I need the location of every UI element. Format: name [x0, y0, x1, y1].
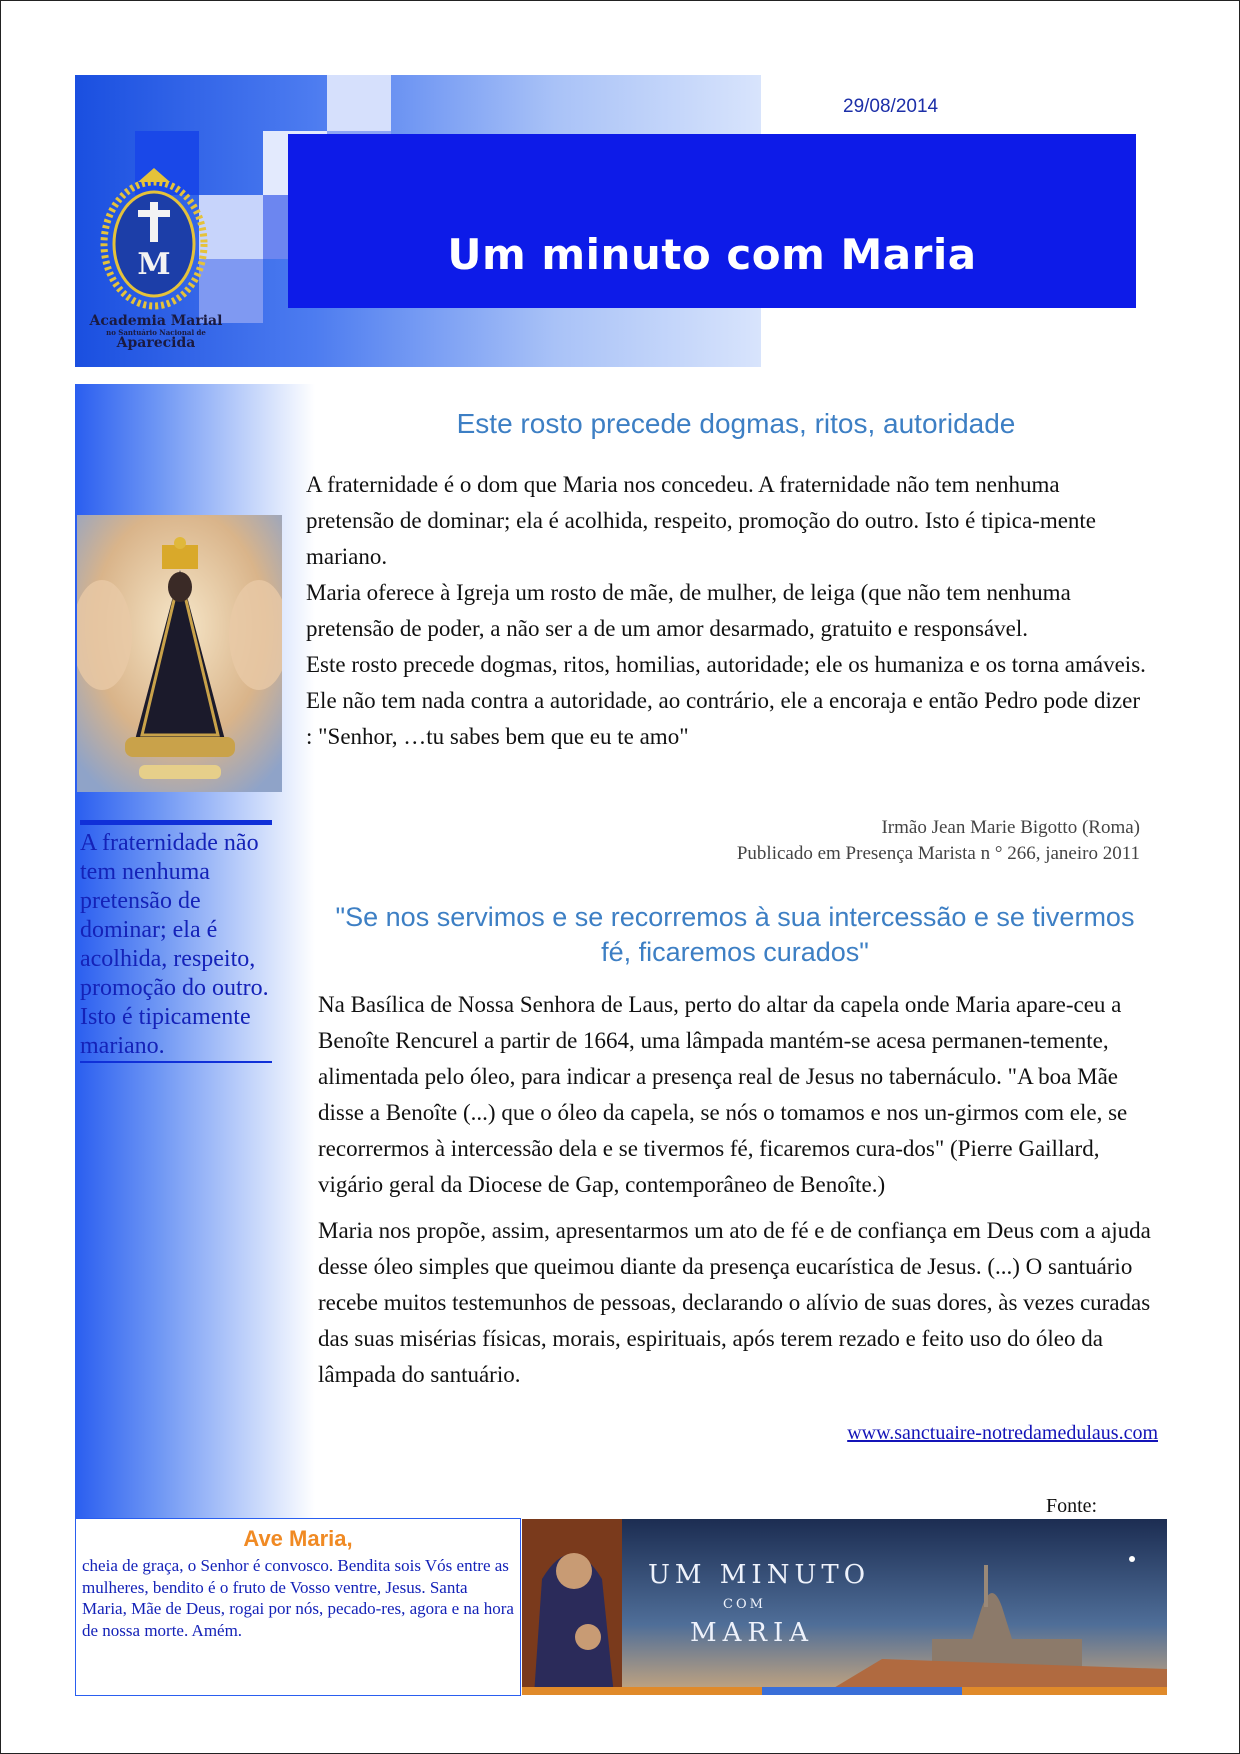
author: Irmão Jean Marie Bigotto (Roma) [881, 817, 1140, 838]
title-bar [288, 134, 1136, 308]
banner-title-line2: COM [723, 1597, 766, 1612]
um-minuto-banner-image [522, 1519, 1167, 1695]
pull-quote-text-2: Isto é tipicamente mariano. [80, 1003, 272, 1063]
issue-date: 29/08/2014 [843, 96, 939, 117]
article1-body [306, 467, 1146, 755]
source-link[interactable]: www.sanctuaire-notredamedulaus.com [847, 1422, 1158, 1444]
prayer-title: Ave Maria, [243, 1526, 353, 1551]
header-notch [761, 75, 839, 135]
page-title: Um minuto com Maria [447, 230, 977, 279]
source-label: Fonte: [1046, 1495, 1098, 1517]
article2-heading: "Se nos servimos e se recorremos à sua intercessão e se tivermos fé, ficaremos curados" [335, 902, 1135, 967]
prayer-text: cheia de graça, o Senhor é convosco. Bendita sois Vós entre as mulheres, bendito é o fruto de Vosso ventre, Jesus. Santa Maria, Mãe de Deus, rogai por nós, pecado-res, agora e na hora de nossa morte. Amém. [82, 1556, 514, 1640]
article1-paragraph: Este rosto precede dogmas, ritos, homilias, autoridade; ele os humaniza e os torna amáveis. Ele não tem nada contra a autoridade, ao contrário, ele a encoraja e então Pedro pode dizer : "Senhor, …tu sabes bem que eu te amo" [306, 652, 1146, 749]
banner-title-line3: MARIA [690, 1618, 815, 1648]
academy-crest-logo [94, 162, 214, 312]
article1-credit [600, 815, 1140, 867]
publication: Publicado em Presença Marista n ° 266, janeiro 2011 [736, 843, 1140, 864]
article2-paragraph: Na Basílica de Nossa Senhora de Laus, perto do altar da capela onde Maria apare-ceu a Benoîte Rencurel a partir de 1664, uma lâmpada mantém-se acesa permanen-temente, alimentada pelo óleo, para indicar a presença real de Jesus no tabernáculo. "A boa Mãe disse a Benoîte (...) que o óleo da capela, se nós o tomamos e nos un-girmos com ele, se recorrermos à intercessão dela e se tivermos fé, ficaremos cura-dos" (Pierre Gaillard, vigário geral da Diocese de Gap, contemporâneo de Benoîte.) [318, 992, 1128, 1197]
academy-name: Academia Marial no Santuário Nacional de Aparecida [89, 313, 223, 352]
pull-quote [80, 820, 272, 1063]
our-lady-aparecida-image [77, 515, 282, 792]
article2-body [318, 987, 1158, 1403]
pull-quote-text: A fraternidade não tem nenhuma pretensão de dominar; ela é acolhida, respeito, promoção do outro. [80, 830, 269, 1001]
article1-paragraph: A fraternidade é o dom que Maria nos concedeu. A fraternidade não tem nenhuma pretensão de dominar; ela é acolhida, respeito, promoção do outro. Isto é tipica-mente mariano. [306, 472, 1097, 569]
article1-paragraph: Maria oferece à Igreja um rosto de mãe, de mulher, de leiga (que não tem nenhuma pretensão de poder, a não ser a de um amor desarmado, gratuito e responsável. [306, 580, 1071, 641]
banner-title-line1: UM MINUTO [648, 1560, 871, 1590]
article1-heading: Este rosto precede dogmas, ritos, autoridade [456, 408, 1016, 439]
article2-paragraph: Maria nos propõe, assim, apresentarmos um ato de fé e de confiança em Deus com a ajuda desse óleo simples que queimou diante da presença eucarística de Jesus. (...) O santuário recebe muitos testemunhos de pessoas, declarando o alívio de suas dores, às vezes curadas das suas misérias físicas, morais, espirituais, após terem rezado e feito uso do óleo da lâmpada do santuário. [318, 1218, 1151, 1387]
svg-text:M: M [137, 247, 171, 282]
